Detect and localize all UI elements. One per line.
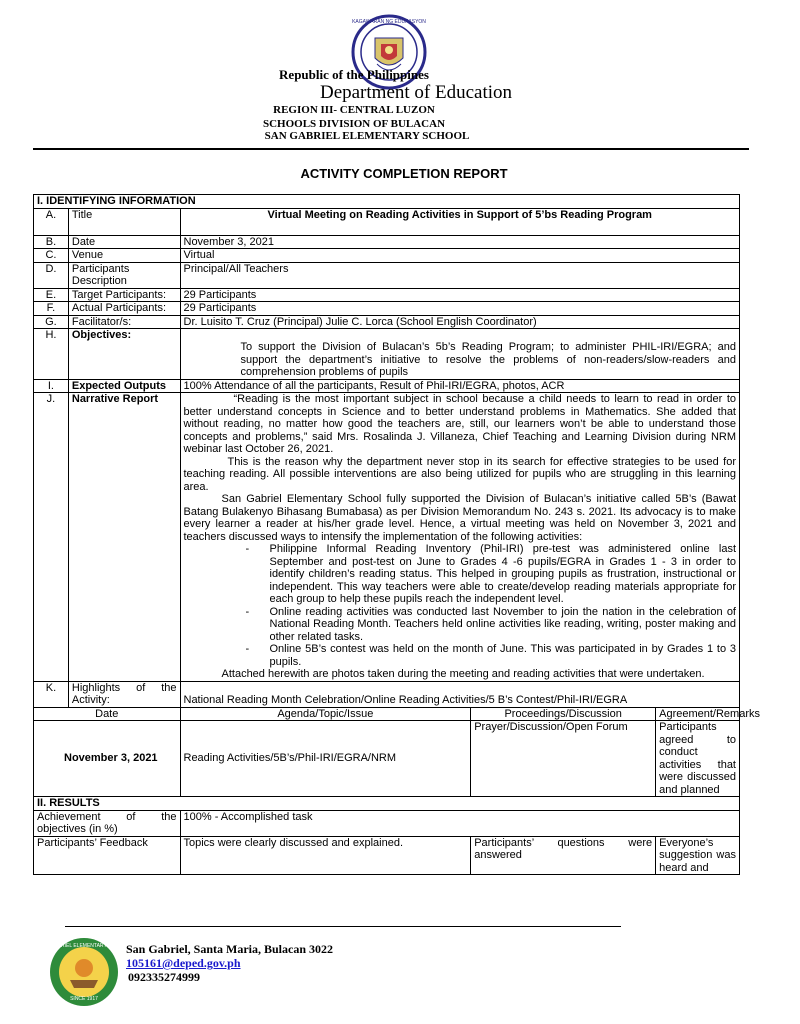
row-letter: E. — [34, 288, 69, 302]
section-heading-identifying: I. IDENTIFYING INFORMATION — [34, 195, 740, 209]
narrative-activity-list — [184, 543, 737, 668]
feedback-cell: Participants’ questions were answered — [471, 836, 656, 875]
row-expected-outputs — [34, 379, 740, 393]
column-header: Agreement/Remarks — [656, 707, 740, 721]
row-feedback — [34, 836, 740, 875]
row-value: 29 Participants — [180, 288, 740, 302]
row-facilitators — [34, 315, 740, 329]
row-letter: I. — [34, 379, 69, 393]
column-header: Date — [34, 707, 181, 721]
narrative-paragraph: “Reading is the most important subject in school because a child needs to learn to read in order to better understand concepts in Science and to better understand problems in Mathematics. She added that without reading, no matter how good the teachers are, still, our learners won’t be able to understand those concepts and problems,” said Mrs. Rosalinda J. Villaneza, Chief Teaching and Learning Division during NRM webinar last October 26, 2021. — [183, 393, 736, 455]
row-letter: F. — [34, 302, 69, 316]
row-letter: G. — [34, 315, 69, 329]
row-narrative-report — [34, 393, 740, 682]
feedback-cell: Topics were clearly discussed and explained. — [180, 836, 471, 875]
list-item: - Philippine Informal Reading Inventory (Phil-IRI) pre-test was administered online last September and post-test on June to Grades 4 -6 pupils/EGRA in Grades 1 - 3 in order to identify children’s reading status. This helped in grouping pupils as frustration, instructional or independent. This way teachers were able to create/develop reading materials appropriate for each group to help these pupils reach the independent level. — [270, 543, 737, 606]
school-logo — [38, 936, 130, 1008]
row-label: Target Participants: — [68, 288, 180, 302]
row-label: Facilitator/s: — [68, 315, 180, 329]
row-letter: J. — [34, 393, 69, 682]
republic-heading: Republic of the Philippines — [279, 67, 429, 82]
row-label: Title — [68, 208, 180, 235]
narrative-text — [180, 393, 740, 682]
schedule-date: November 3, 2021 — [34, 721, 181, 797]
row-value: 100% Attendance of all the participants, Result of Phil-IRI/EGRA, photos, ACR — [180, 379, 740, 393]
row-date — [34, 235, 740, 249]
row-letter: A. — [34, 208, 69, 235]
school-heading: SAN GABRIEL ELEMENTARY SCHOOL — [264, 130, 470, 142]
row-highlights — [34, 681, 740, 707]
highlights-text: National Reading Month Celebration/Online Reading Activities/5 B’s Contest/Phil-IRI/EGRA — [180, 681, 740, 707]
schedule-row — [34, 721, 740, 797]
row-label: Highlights of the Activity: — [68, 681, 180, 707]
logo-text: SAN GABRIEL ELEMENTARY SCHOOL — [38, 943, 130, 949]
row-letter: C. — [34, 249, 69, 263]
column-header: Agenda/Topic/Issue — [180, 707, 471, 721]
row-objectives — [34, 329, 740, 380]
footer-contact — [126, 942, 333, 984]
row-letter: K. — [34, 681, 69, 707]
row-value: November 3, 2021 — [180, 235, 740, 249]
row-label: Expected Outputs — [68, 379, 180, 393]
report-title: ACTIVITY COMPLETION REPORT — [300, 166, 508, 181]
row-letter: D. — [34, 262, 69, 288]
row-letter: H. — [34, 329, 69, 380]
row-label: Narrative Report — [68, 393, 180, 682]
row-value: 100% - Accomplished task — [180, 810, 740, 836]
row-value: Virtual — [180, 249, 740, 263]
row-venue — [34, 249, 740, 263]
row-title — [34, 208, 740, 235]
row-label: Participants Description — [68, 262, 180, 288]
activity-title: Virtual Meeting on Reading Activities in Support of 5’bs Reading Program — [180, 208, 740, 235]
footer-divider — [65, 926, 621, 927]
schedule-agenda: Reading Activities/5B’s/Phil-IRI/EGRA/NRM — [180, 721, 471, 797]
row-letter: B. — [34, 235, 69, 249]
schedule-agreement: Participants agreed to conduct activities that were discussed and planned — [656, 721, 740, 797]
row-label: Achievement of the objectives (in %) — [34, 810, 181, 836]
narrative-paragraph: This is the reason why the department never stop in its search for effective strategies to be used for teaching reading. All possible interventions are also being utilized for pupils who are struggling in this learning area. — [183, 455, 736, 493]
footer-address: San Gabriel, Santa Maria, Bulacan 3022 — [126, 942, 334, 956]
row-label: Objectives: — [68, 329, 180, 380]
region-heading: REGION III- CENTRAL LUZON — [273, 104, 435, 116]
seal-text: KAGAWARAN NG EDUKASYON — [352, 19, 426, 25]
objectives-text: To support the Division of Bulacan’s 5b’s Reading Program; to administer PHIL-IRI/EGRA; and support the department’s initiative to resolve the problems of non-readers/slow-readers and comprehension problems of pupils — [180, 329, 740, 380]
feedback-cell: Everyone’s suggestion was heard and — [656, 836, 740, 875]
row-value: Dr. Luisito T. Cruz (Principal) Julie C. Lorca (School English Coordinator) — [180, 315, 740, 329]
footer-phone: 092335274999 — [128, 970, 200, 984]
column-header: Proceedings/Discussion — [471, 707, 656, 721]
row-value: Principal/All Teachers — [180, 262, 740, 288]
row-achievement — [34, 810, 740, 836]
list-item: - Online 5B’s contest was held on the month of June. This was participated in by Grades 1 to 3 pupils. — [270, 643, 737, 668]
department-heading: Department of Education — [319, 82, 513, 103]
row-actual-participants — [34, 302, 740, 316]
schedule-header-row — [34, 707, 740, 721]
schedule-proceedings: Prayer/Discussion/Open Forum — [471, 721, 656, 797]
row-participants-description — [34, 262, 740, 288]
row-label: Participants’ Feedback — [34, 836, 181, 875]
narrative-paragraph: Attached herewith are photos taken during the meeting and reading activities that were undertaken. — [221, 668, 705, 680]
division-heading: SCHOOLS DIVISION OF BULACAN — [262, 118, 446, 130]
logo-year: SINCE 1917 — [70, 996, 98, 1002]
row-target-participants — [34, 288, 740, 302]
narrative-paragraph: San Gabriel Elementary School fully supported the Division of Bulacan’s initiative called 5B’s (Bawat Batang Bulakenyo Bihasang Bumabasa) as per Division Memorandum No. 243 s. 2021. Its advocacy is to make every learner a reader at his/her grade level. Hence, a virtual meeting was held on November 3, 2021 and teachers discussed ways to intensify the implementation of the following activities: — [183, 493, 736, 543]
header-divider — [33, 148, 749, 150]
footer-email-link[interactable]: 105161@deped.gov.ph — [126, 956, 241, 970]
list-item: - Online reading activities was conducted last November to join the nation in the celebration of National Reading Month. Teachers held online activities like reading, writing, poster making and other related tasks. — [270, 606, 737, 644]
row-label: Actual Participants: — [68, 302, 180, 316]
section-heading-results: II. RESULTS — [34, 797, 740, 811]
row-value: 29 Participants — [180, 302, 740, 316]
report-table — [33, 194, 760, 875]
row-label: Venue — [68, 249, 180, 263]
row-label: Date — [68, 235, 180, 249]
